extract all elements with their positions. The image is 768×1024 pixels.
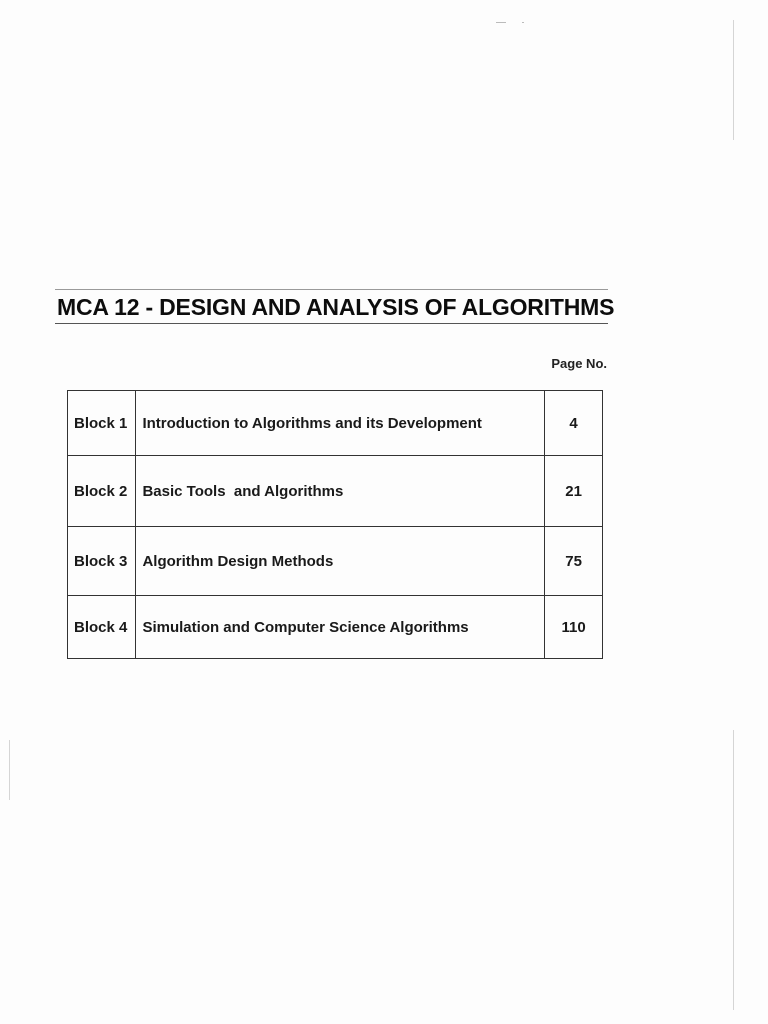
block-label: Block 1: [68, 391, 136, 456]
page-no-header: Page No.: [551, 356, 607, 371]
block-title: Algorithm Design Methods: [136, 527, 545, 596]
table-row: [68, 456, 603, 527]
scan-edge-mark: [733, 20, 734, 140]
document-title-block: [55, 289, 615, 324]
title-top-rule: [55, 289, 608, 290]
table-row: [68, 391, 603, 456]
table-row: [68, 596, 603, 659]
scan-edge-mark: [9, 740, 10, 800]
block-page-number: 110: [545, 596, 603, 659]
table-of-contents: [67, 390, 603, 659]
scan-speck: [496, 22, 506, 23]
block-page-number: 75: [545, 527, 603, 596]
document-title: MCA 12 - DESIGN AND ANALYSIS OF ALGORITHMS: [57, 294, 615, 320]
block-label: Block 4: [68, 596, 136, 659]
block-page-number: 4: [545, 391, 603, 456]
block-label: Block 2: [68, 456, 136, 527]
block-title: Introduction to Algorithms and its Development: [136, 391, 545, 456]
scan-edge-mark: [733, 730, 734, 1010]
block-title: Basic Tools and Algorithms: [136, 456, 545, 527]
block-title: Simulation and Computer Science Algorithms: [136, 596, 545, 659]
scan-speck: [522, 22, 524, 23]
block-page-number: 21: [545, 456, 603, 527]
table-row: [68, 527, 603, 596]
title-bottom-rule: [55, 323, 608, 324]
block-label: Block 3: [68, 527, 136, 596]
